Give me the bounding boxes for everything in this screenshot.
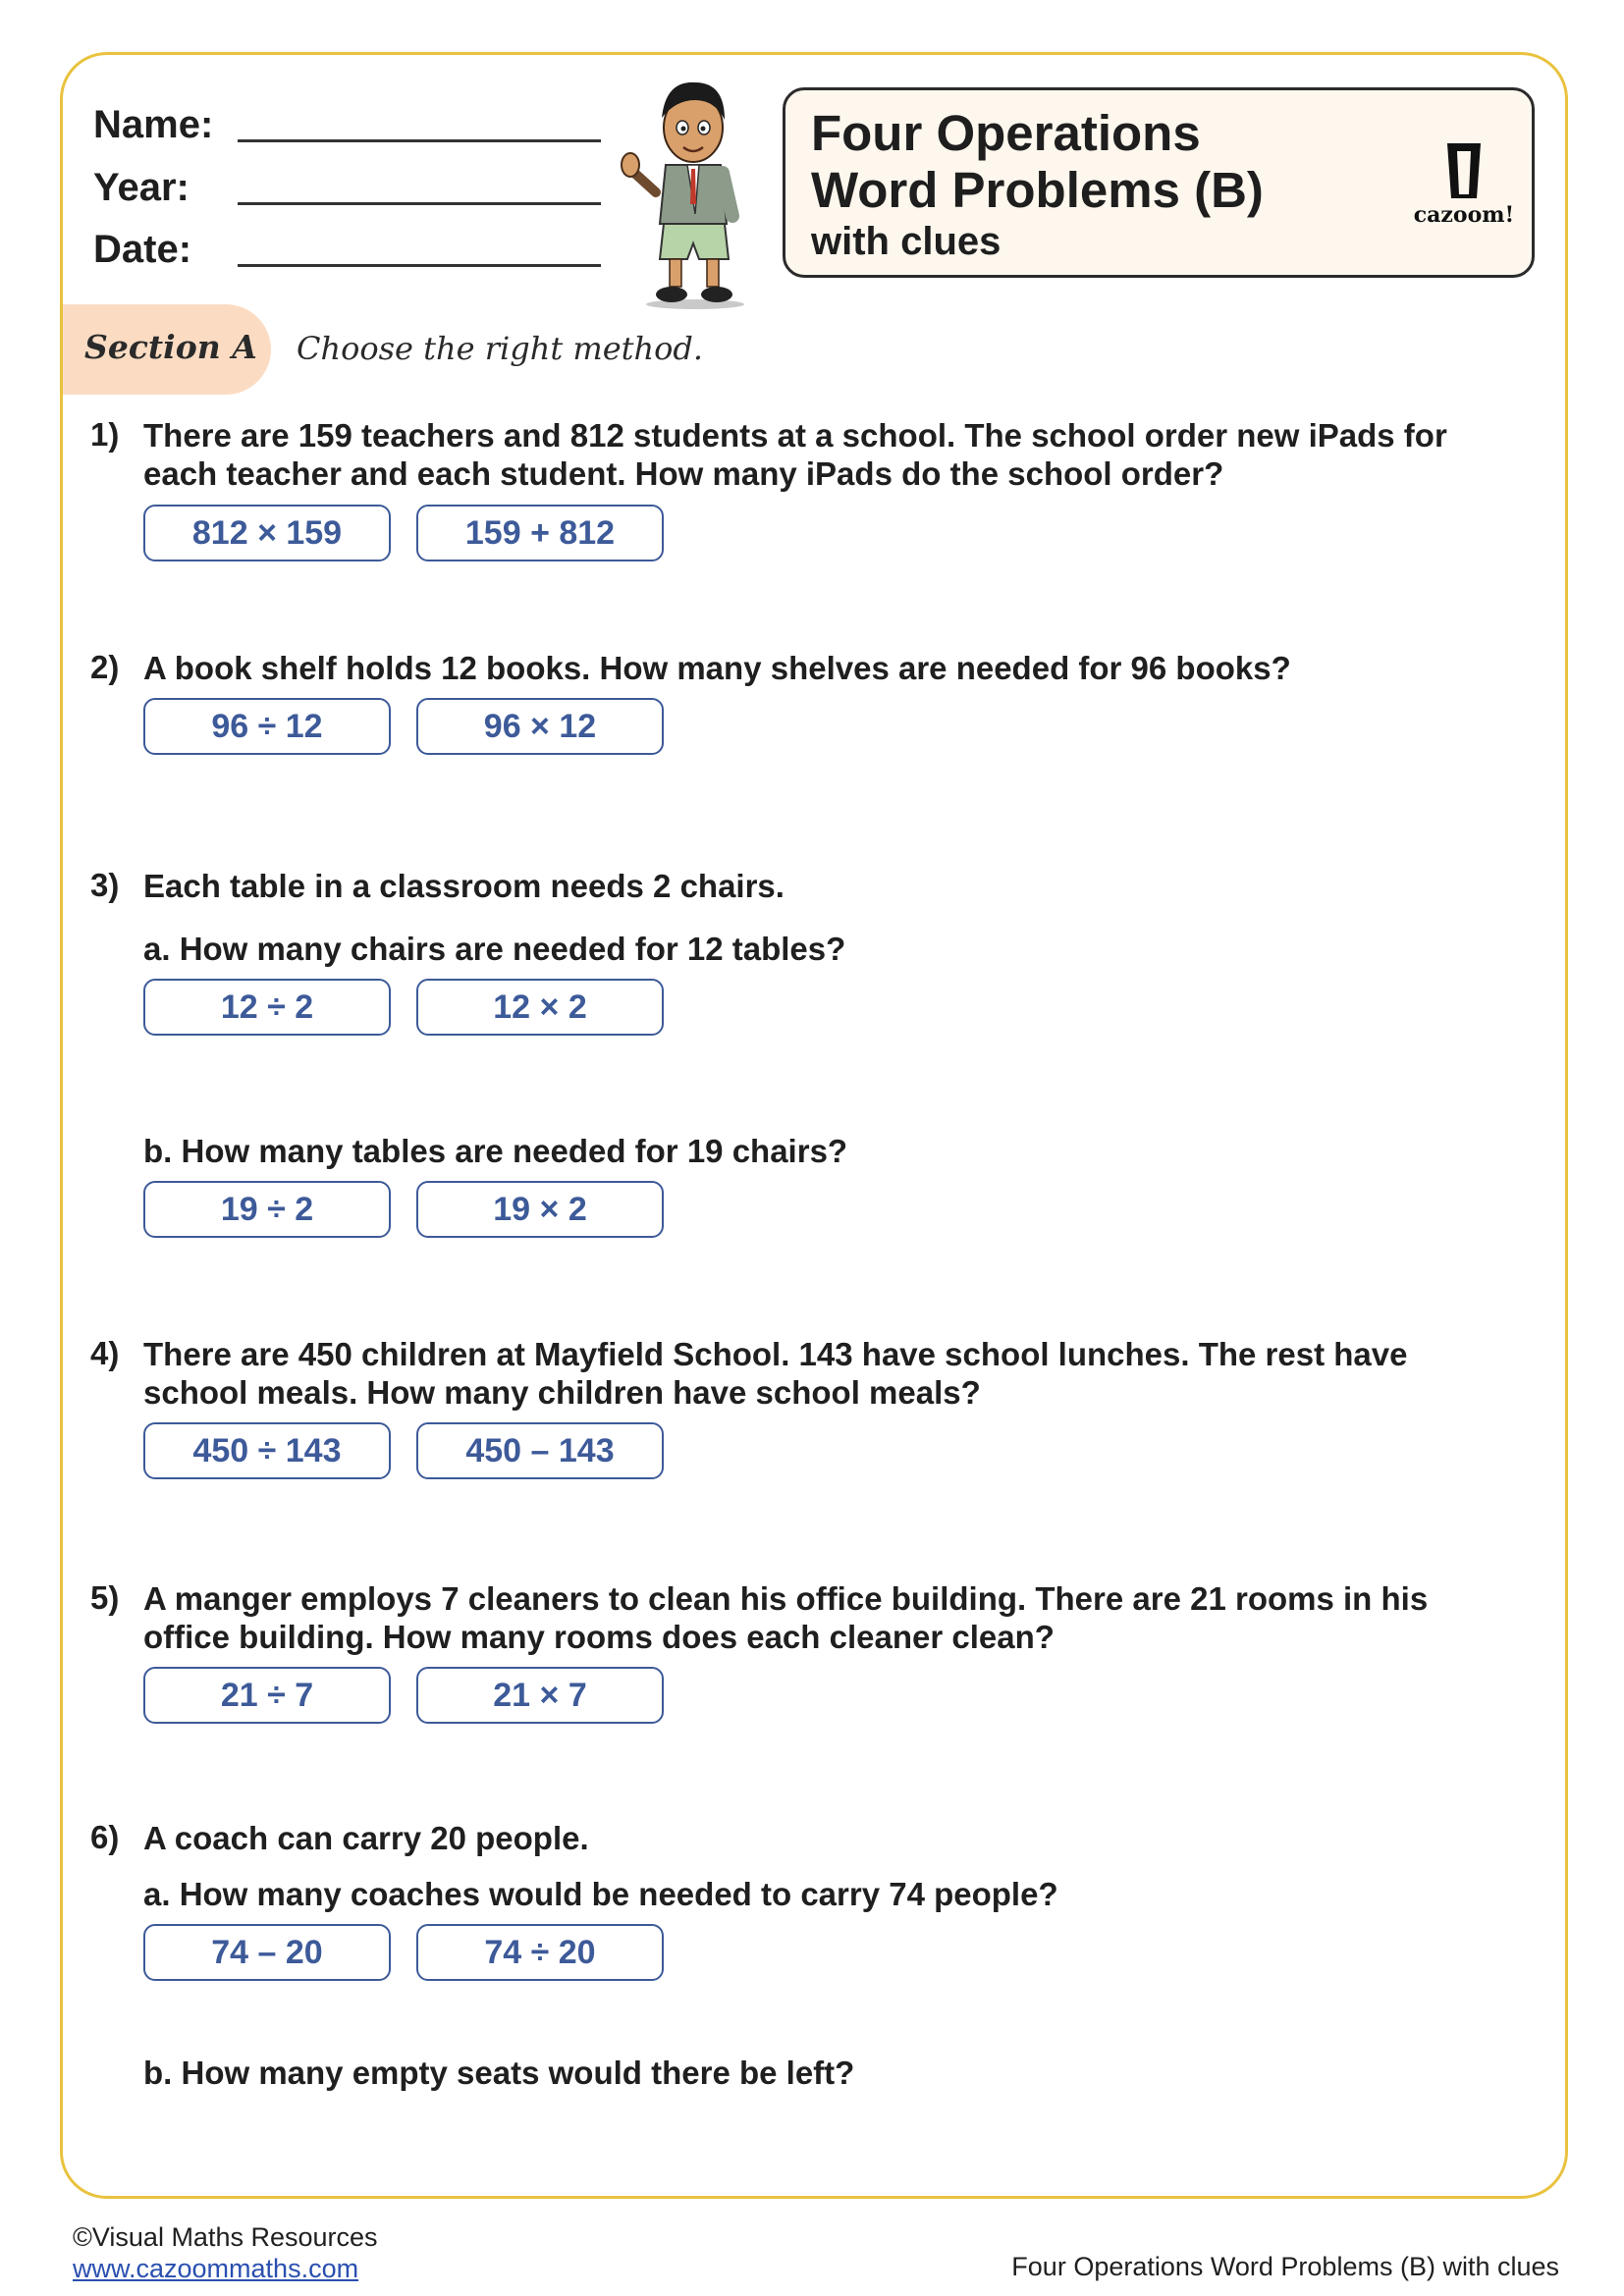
question-5-line1: A manger employs 7 cleaners to clean his office building. There are 21 rooms in his (143, 1580, 1429, 1617)
question-1-option-b[interactable]: 159 + 812 (416, 505, 664, 561)
date-label: Date: (93, 228, 192, 271)
question-1-line1: There are 159 teachers and 812 students at a school. The school order new iPads for (143, 417, 1447, 454)
cazoom-logo-icon (1410, 137, 1518, 206)
footer-website-link[interactable]: www.cazoommaths.com (73, 2254, 359, 2283)
question-3b-text: b. How many tables are needed for 19 chairs? (143, 1133, 848, 1169)
year-field[interactable] (238, 202, 601, 205)
footer-copyright: ©Visual Maths Resources (73, 2222, 378, 2252)
worksheet-title: Four Operations (811, 105, 1201, 161)
question-3b-option-a[interactable]: 19 ÷ 2 (143, 1181, 391, 1238)
question-5-number: 5) (90, 1579, 120, 1616)
year-label: Year: (93, 166, 189, 209)
question-3a-option-b[interactable]: 12 × 2 (416, 979, 664, 1036)
question-1-option-a[interactable]: 812 × 159 (143, 505, 391, 561)
section-instruction: Choose the right method. (297, 330, 704, 367)
question-3-number: 3) (90, 867, 120, 903)
question-4-number: 4) (90, 1335, 120, 1371)
footer-worksheet-title: Four Operations Word Problems (B) with clues (1011, 2252, 1559, 2281)
question-3a-text: a. How many chairs are needed for 12 tables? (143, 931, 846, 967)
question-6a-option-b[interactable]: 74 ÷ 20 (416, 1924, 664, 1981)
question-6-text: A coach can carry 20 people. (143, 1820, 589, 1856)
worksheet-subtitle: with clues (811, 220, 1001, 263)
cazoom-logo (1410, 137, 1518, 236)
question-1-line2: each teacher and each student. How many iPads do the school order? (143, 455, 1224, 492)
date-field[interactable] (238, 264, 601, 267)
section-tab (63, 304, 271, 395)
question-5-option-a[interactable]: 21 ÷ 7 (143, 1667, 391, 1724)
question-4-line2: school meals. How many children have school meals? (143, 1374, 981, 1411)
question-6a-text: a. How many coaches would be needed to carry 74 people? (143, 1876, 1058, 1912)
name-field[interactable] (238, 139, 601, 142)
question-4-option-a[interactable]: 450 ÷ 143 (143, 1422, 391, 1479)
question-3b-option-b[interactable]: 19 × 2 (416, 1181, 664, 1238)
footer-left (73, 2221, 378, 2284)
question-5-option-b[interactable]: 21 × 7 (416, 1667, 664, 1724)
question-6-number: 6) (90, 1819, 120, 1855)
question-2-option-a[interactable]: 96 ÷ 12 (143, 698, 391, 755)
title-box (783, 87, 1535, 278)
question-1-number: 1) (90, 416, 120, 453)
cartoon-boy-illustration (617, 67, 764, 310)
section-label: Section A (84, 328, 257, 366)
question-1-text (143, 416, 1518, 493)
logo-text: cazoom! (1413, 202, 1515, 228)
question-2-number: 2) (90, 649, 120, 685)
question-3a-option-a[interactable]: 12 ÷ 2 (143, 979, 391, 1036)
question-5-line2: office building. How many rooms does each cleaner clean? (143, 1619, 1055, 1655)
worksheet-title-line2: Word Problems (B) (811, 162, 1264, 218)
name-label: Name: (93, 103, 214, 146)
question-3-text: Each table in a classroom needs 2 chairs. (143, 868, 785, 904)
question-6b-text: b. How many empty seats would there be left? (143, 2055, 855, 2091)
question-4-text (143, 1335, 1518, 1412)
question-4-option-b[interactable]: 450 – 143 (416, 1422, 664, 1479)
question-4-line1: There are 450 children at Mayfield School. 143 have school lunches. The rest have (143, 1336, 1408, 1372)
question-6a-option-a[interactable]: 74 – 20 (143, 1924, 391, 1981)
question-2-text: A book shelf holds 12 books. How many shelves are needed for 96 books? (143, 650, 1291, 686)
question-5-text (143, 1579, 1518, 1656)
question-2-option-b[interactable]: 96 × 12 (416, 698, 664, 755)
